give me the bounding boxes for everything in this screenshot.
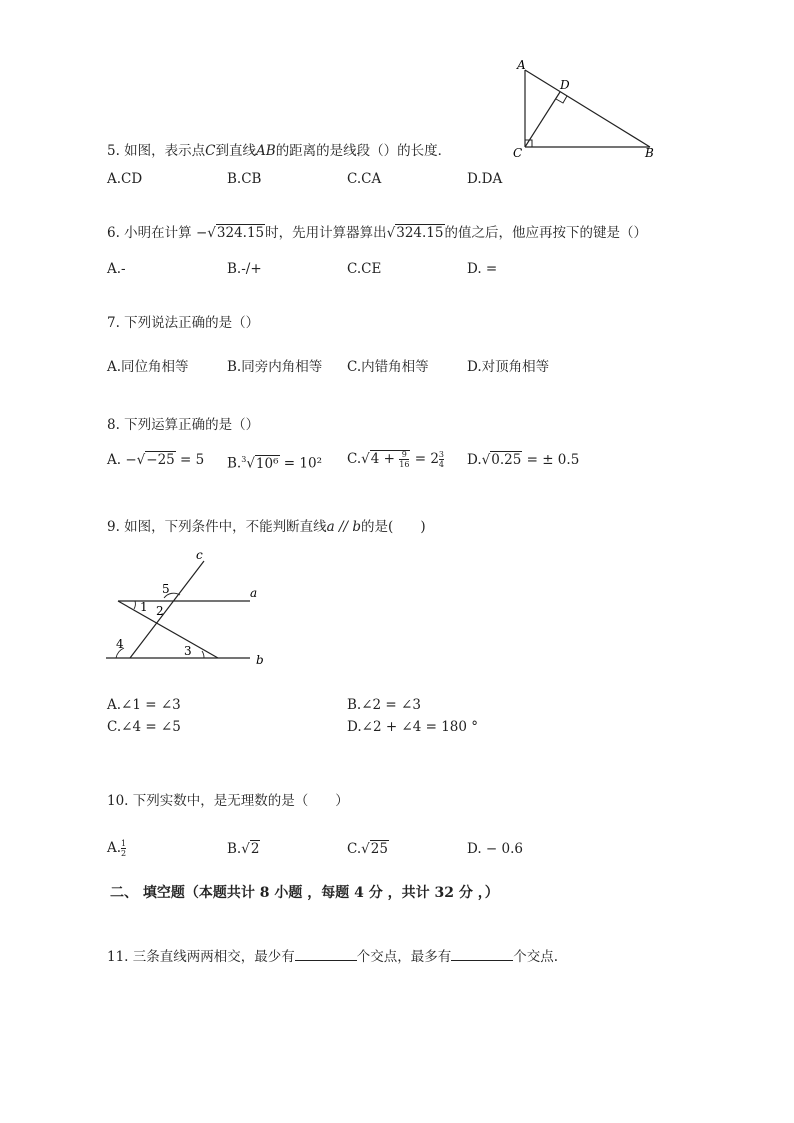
q8-c-mixed-fraction [439,450,444,469]
q10-stem: 10. 下列实数中，是无理数的是（ ） [107,793,349,809]
q11-part3: 个交点. [513,949,559,965]
q8-c-fden: 4 [438,460,444,469]
q7-option-c: C.内错角相等 [347,359,429,375]
q8-option-c: C.√4 + $\frac{9}{16}$ = 2 $\frac{3}{4}$ [347,450,444,469]
label-2: 2 [156,604,164,618]
angle-arc-3 [202,651,204,658]
section-title-fill-in: 二、 填空题（本题共计 8 小题 ，每题 4 分 ，共计 32 分 ，） [110,885,499,901]
label-d: D [560,78,570,92]
q8-c-den: 16 [399,460,410,469]
q8-a-suffix: = 5 [175,452,205,468]
q9-option-b: B.∠2 = ∠3 [347,697,421,713]
segment-ab [525,70,650,147]
q10-option-d: D. − 0.6 [467,841,523,857]
q8-c-radicand-a: 4 + [370,451,400,467]
q8-a-prefix: A. − [107,452,137,468]
label-c: c [196,548,203,562]
q6-stem-prefix: 6. 小明在计算 − [107,225,208,241]
q6-radicand2: 324.15 [396,225,444,241]
q8-c-eq: = 2 [410,451,439,467]
q8-b-index: 3 [241,455,247,464]
q5-option-c: C.CA [347,171,382,187]
q7-stem: 7. 下列说法正确的是（） [107,315,260,331]
q8-c-fnum: 3 [438,450,444,459]
q6-option-d: D. = [467,261,498,277]
q9-option-a: A.∠1 = ∠3 [107,697,181,713]
q5-figure [505,55,665,165]
label-1: 1 [140,600,148,614]
label-a: a [250,586,258,600]
label-a: A [517,58,526,72]
label-3: 3 [184,644,192,658]
q9-option-c: C.∠4 = ∠5 [107,719,181,735]
q10-a-fraction [121,839,126,858]
q9-stem-math: a // b [326,519,362,535]
q8-option-a: A. −√−25 = 5 [107,452,205,468]
q9-option-d: D.∠2 + ∠4 = 180 ° [347,719,479,735]
q10-b-radicand: 2 [250,841,260,857]
q10-a-prefix: A. [107,840,122,856]
q11-blank-max[interactable] [451,948,513,961]
q11-stem [107,948,558,966]
q5-option-a: A.CD [107,171,143,187]
q5-stem-prefix: 5. 如图，表示点 [107,143,206,159]
q9-stem [107,518,426,536]
q6-option-b: B.-/+ [227,261,262,277]
q11-part1: 11. 三条直线两两相交，最少有 [107,949,295,965]
label-b: b [256,653,264,667]
angle-arc-1 [134,601,135,609]
label-4: 4 [116,637,124,651]
q9-stem-suffix: 的是( ) [361,519,426,535]
q6-stem-mid: 时，先用计算器算出 [265,225,387,241]
right-angle-mark-d [556,96,567,103]
q5-option-b: B.CB [227,171,262,187]
q8-a-radicand: −25 [146,452,175,468]
q10-c-radicand: 25 [370,841,388,857]
q8-d-radicand: 0.25 [491,452,522,468]
q8-d-suffix: = ± 0.5 [522,452,580,468]
q8-c-radicand [370,450,411,467]
q10-option-a [107,834,126,862]
q5-point: C [205,143,216,159]
q5-stem-mid: 到直线 [215,143,257,159]
q6-stem: 6. 小明在计算 −√324.15时，先用计算器算出√324.15的值之后，他应再按下的键是（） [107,225,647,241]
label-b: B [645,146,654,160]
q8-d-prefix: D. [467,452,482,468]
q8-option-d: D.√0.25 = ± 0.5 [467,452,580,468]
q10-b-prefix: B. [227,841,242,857]
q10-option-c: C.√25 [347,841,388,857]
q9-figure [100,545,275,670]
q6-option-c: C.CE [347,261,382,277]
q8-b-suffix: = 10² [279,455,322,472]
q5-option-d: D.DA [467,171,503,187]
q8-c-fraction [399,450,409,469]
q8-c-num: 9 [399,450,409,460]
q9-stem-prefix: 9. 如图，下列条件中，不能判断直线 [107,519,327,535]
q11-blank-min[interactable] [295,948,357,961]
q7-option-d: D.对顶角相等 [467,359,550,375]
q6-radicand: 324.15 [216,225,265,241]
q10-a-num: 1 [121,839,127,848]
q10-option-b: B.√2 [227,841,260,857]
q5-stem [107,142,451,160]
q8-b-radicand: 10⁶ [255,455,279,472]
q6-option-a: A.- [107,261,126,277]
q7-option-a: A.同位角相等 [107,359,189,375]
q10-a-den: 2 [121,849,127,858]
q7-option-b: B.同旁内角相等 [227,359,323,375]
transversal [118,601,218,658]
q11-part2: 个交点，最多有 [356,949,452,965]
q8-c-prefix: C. [347,451,362,467]
segment-cd [525,92,560,147]
q8-b-prefix: B. [227,455,242,472]
q10-c-prefix: C. [347,841,362,857]
label-5: 5 [162,582,170,596]
q8-stem: 8. 下列运算正确的是（） [107,417,260,433]
q8-option-b: B.$^3$√10⁶ = 10² [227,455,322,472]
label-c: C [513,146,523,160]
q6-stem-suffix: 的值之后，他应再按下的键是（） [444,225,647,241]
q5-line: AB [256,143,276,159]
q5-stem-suffix: 的距离的是线段（）的长度． [275,143,452,159]
